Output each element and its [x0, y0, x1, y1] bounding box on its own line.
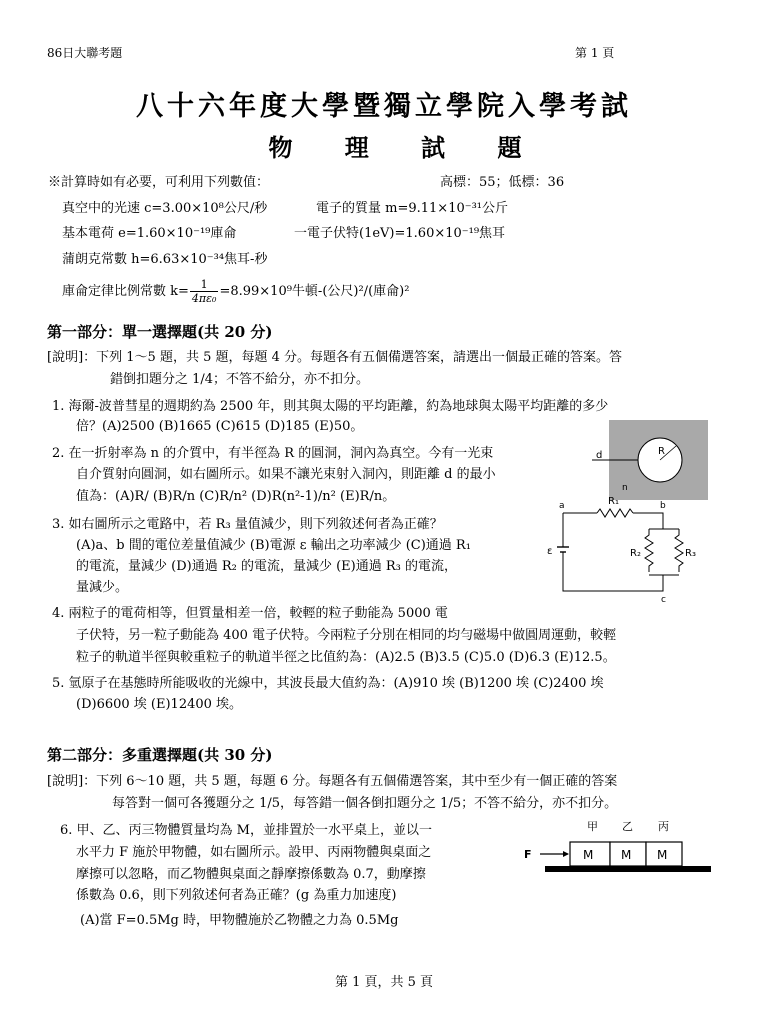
- wire-top-right: [633, 513, 663, 529]
- table-surface: [545, 866, 711, 872]
- node-b: b: [660, 501, 666, 511]
- circuit-figure: [545, 495, 715, 605]
- wire-bottom: [563, 557, 663, 591]
- marks: 高標：55；低標：36: [440, 175, 565, 190]
- q4-line1: 4. 兩粒子的電荷相等，但質量相差一倍，較輕的粒子動能為 5000 電: [52, 606, 448, 621]
- part1-heading: 第一部分：單一選擇題(共 20 分): [47, 323, 273, 341]
- q1-line2: 倍？(A)2500 (B)1665 (C)615 (D)185 (E)50。: [76, 419, 364, 434]
- coulomb-suffix: =8.99×10⁹牛頓-(公尺)²/(庫侖)²: [219, 284, 410, 299]
- node-c: c: [661, 595, 666, 605]
- const-coulomb: [62, 278, 409, 305]
- blocks-figure: [520, 818, 720, 876]
- q3-line1: 3. 如右圖所示之電路中，若 R₃ 量值減少，則下列敘述何者為正確？: [52, 517, 443, 532]
- part2-note-line1: [說明]：下列 6～10 題，共 5 題，每題 6 分。每題各有五個備選答案，其中至少有一個正確的答案: [47, 774, 618, 789]
- q4-line2: 子伏特，另一粒子動能為 400 電子伏特。今兩粒子分別在相同的均勻磁場中做圓周運動，較輕: [76, 628, 617, 643]
- label-F: F: [524, 848, 532, 861]
- q4-line3: 粒子的軌道半徑與較重粒子的軌道半徑之比值約為：(A)2.5 (B)3.5 (C)5.0 (D)6.3 (E)12.5。: [76, 650, 616, 665]
- q6-option-a: (A)當 F=0.5Mg 時，甲物體施於乙物體之力為 0.5Mg: [80, 913, 399, 928]
- q5-line1: 5. 氫原子在基態時所能吸收的光線中，其波長最大值約為：(A)910 埃 (B)1200 埃 (C)2400 埃: [52, 676, 604, 691]
- label-R1: R₁: [608, 496, 619, 507]
- q1-line1: 1. 海爾-波普彗星的週期約為 2500 年，則其與太陽的平均距離，約為地球與太陽平均距離的多少: [52, 399, 609, 414]
- label-emf: ε: [547, 546, 553, 557]
- label-jia: 甲: [587, 820, 598, 833]
- const-charge: 基本電荷 e=1.60×10⁻¹⁹庫侖: [62, 226, 237, 241]
- q6-line4: 係數為 0.6，則下列敘述何者為正確？(g 為重力加速度): [76, 888, 397, 903]
- coulomb-fraction: [190, 278, 219, 305]
- block-yi-label: M: [621, 848, 632, 862]
- q3-line3: 的電流，量減少 (D)通過 R₂ 的電流，量減少 (E)通過 R₃ 的電流，: [76, 559, 457, 574]
- q3-line4: 量減少。: [76, 580, 129, 595]
- node-a: a: [559, 501, 565, 511]
- header-left: 86日大聯考題: [47, 46, 123, 60]
- const-ev: 一電子伏特(1eV)=1.60×10⁻¹⁹焦耳: [294, 226, 506, 241]
- part1-note-line1: [說明]：下列 1～5 題，共 5 題，每題 4 分。每題各有五個備選答案，請選出一個最正確的答案。答: [47, 350, 623, 365]
- part2-heading: 第二部分：多重選擇題(共 30 分): [47, 746, 273, 764]
- part1-note-line2: 錯倒扣題分之 1/4；不答不給分，亦不扣分。: [110, 372, 370, 387]
- label-bing: 丙: [658, 820, 669, 833]
- label-R3: R₃: [685, 548, 696, 559]
- fraction-numerator: 1: [190, 278, 219, 292]
- label-n: n: [622, 483, 628, 493]
- constants-intro: ※計算時如有必要，可利用下列數值：: [48, 175, 270, 190]
- q6-line2: 水平力 F 施於甲物體，如右圖所示。設甲、丙兩物體與桌面之: [76, 845, 432, 860]
- hole-figure: [592, 420, 708, 500]
- resistor-R1: [597, 509, 633, 517]
- const-electron-mass: 電子的質量 m=9.11×10⁻³¹公斤: [316, 201, 509, 216]
- block-jia-label: M: [583, 848, 594, 862]
- page-title: 八十六年度大學暨獨立學院入學考試: [136, 91, 632, 122]
- page-subtitle: 物 理 試 題: [268, 133, 544, 162]
- label-R: R: [658, 446, 665, 457]
- q2-line1: 2. 在一折射率為 n 的介質中，有半徑為 R 的圓洞，洞內為真空。今有一光束: [52, 446, 494, 461]
- resistor-R3: [675, 529, 683, 572]
- fraction-denominator: 4πε₀: [191, 292, 217, 305]
- header-page: 第 1 頁: [575, 46, 615, 60]
- part2-note-line2: 每答對一個可各獲題分之 1/5，每答錯一個各倒扣題分之 1/5；不答不給分，亦不扣分。: [112, 796, 618, 811]
- label-R2: R₂: [630, 548, 641, 559]
- q6-line1: 6. 甲、乙、丙三物體質量均為 M，並排置於一水平桌上，並以一: [60, 823, 432, 838]
- coulomb-prefix: 庫侖定律比例常數 k=: [62, 284, 189, 299]
- q2-line2: 自介質射向圓洞，如右圖所示。如果不讓光束射入洞內，則距離 d 的最小: [76, 467, 496, 482]
- label-d: d: [596, 450, 603, 461]
- footer-page-count: 第 1 頁，共 5 頁: [334, 975, 434, 990]
- q3-line2: (A)a、b 間的電位差量值減少 (B)電源 ε 輸出之功率減少 (C)通過 R₁: [76, 538, 471, 553]
- force-arrowhead: [563, 851, 569, 857]
- resistor-R2: [645, 529, 653, 572]
- const-planck: 蒲朗克常數 h=6.63×10⁻³⁴焦耳-秒: [62, 252, 268, 267]
- label-yi: 乙: [622, 820, 633, 833]
- q2-line3: 值為：(A)R/ (B)R/n (C)R/n² (D)R(n²-1)/n² (E)R/n。: [76, 489, 396, 504]
- q5-line2: (D)6600 埃 (E)12400 埃。: [76, 697, 243, 712]
- block-bing-label: M: [657, 848, 668, 862]
- q6-line3: 摩擦可以忽略，而乙物體與桌面之靜摩擦係數為 0.7，動摩擦: [76, 867, 426, 882]
- const-speed-of-light: 真空中的光速 c=3.00×10⁸公尺/秒: [62, 201, 268, 216]
